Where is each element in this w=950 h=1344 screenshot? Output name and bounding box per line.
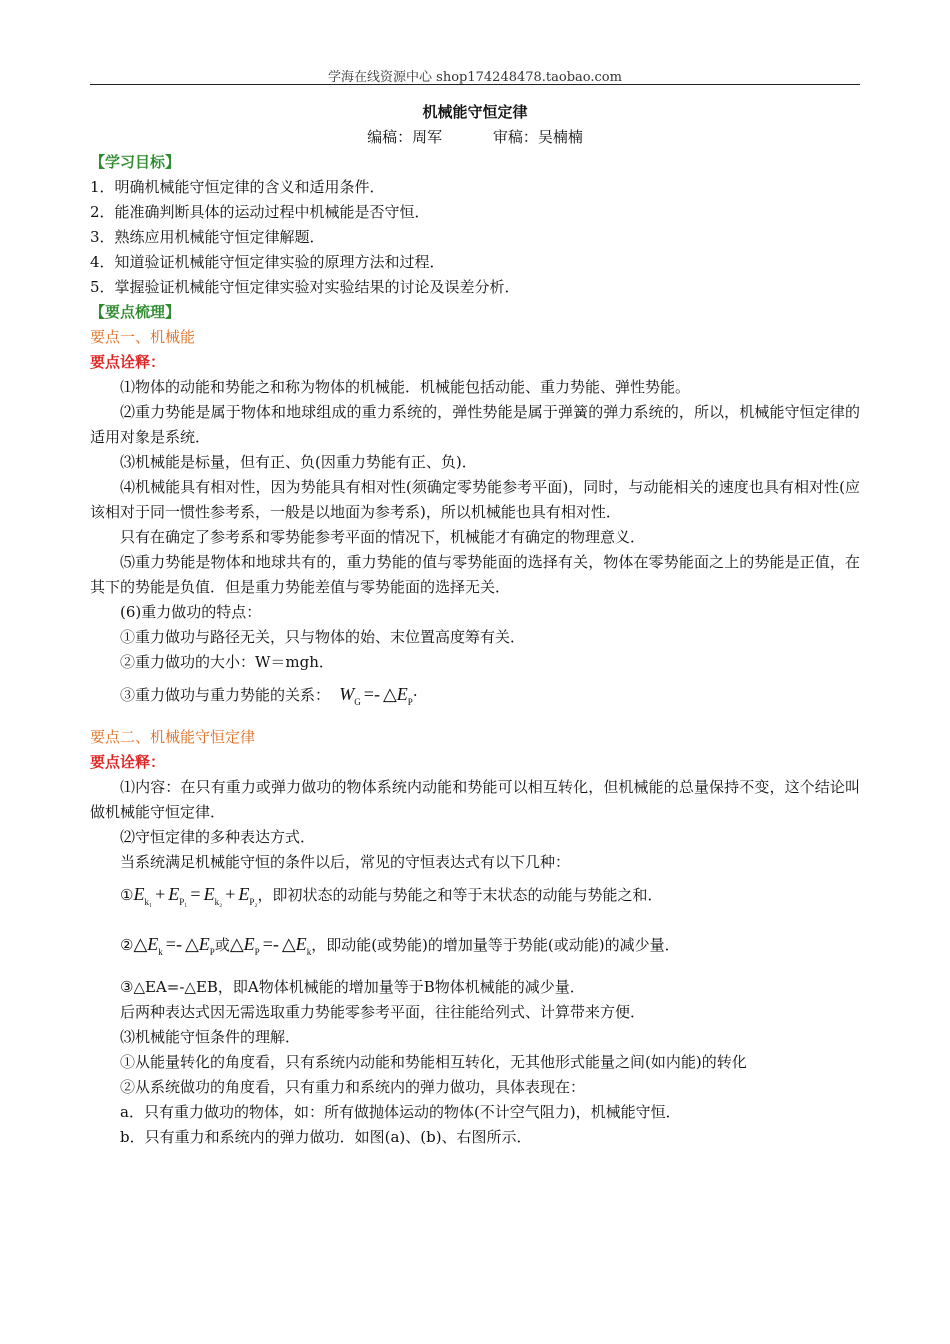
relation-label: ③重力做功与重力势能的关系： [120,686,331,704]
page-header: 学海在线资源中心 shop174248478.taobao.com [328,70,622,85]
paragraph: ⑴物体的动能和势能之和称为物体的机械能．机械能包括动能、重力势能、弹性势能。 [120,378,691,396]
paragraph: a．只有重力做功的物体，如：所有做抛体运动的物体(不计空气阻力)，机械能守恒． [120,1103,681,1121]
goal-item: 5．掌握验证机械能守恒定律实验对实验结果的讨论及误差分析． [90,278,520,296]
paragraph: ⑷机械能具有相对性，因为势能具有相对性(须确定零势能参考平面)，同时，与动能相关的速度也具有相对性(应该相对于同一惯性参考系，一般是以地面为参考系)，所以机械能也具有相对性． [90,478,860,521]
editor-credit: 编稿：周军 [367,128,443,146]
header-rule [90,84,860,85]
paragraph: ⑴内容：在只有重力或弹力做功的物体系统内动能和势能可以相互转化，但机械能的总量保持不变，这个结论叫做机械能守恒定律． [90,778,860,821]
key-point-2-title: 要点二、机械能守恒定律 [90,728,256,746]
formula-delta-ek: $\triangle E_k$ =- $\triangle E_P$ [133,934,215,957]
paragraph: ③△EA=-△EB，即A物体机械能的增加量等于B物体机械能的减少量． [120,978,585,996]
formula-delta-ep: $\triangle E_P$ =- $\triangle E_k$ [229,934,312,957]
formula-wg: $W_G$ =- $\triangle E_P$ [334,684,413,707]
authors-line [90,125,860,150]
paragraph: ①重力做功与路径无关，只与物体的始、末位置高度筹有关． [120,628,526,646]
paragraph: 只有在确定了参考系和零势能参考平面的情况下，机械能才有确定的物理意义． [120,528,646,546]
gravity-work-relation: ③重力做功与重力势能的关系： $W_G$ =- $\triangle E_P\cdot$ [120,684,418,707]
goal-item: 4．知道验证机械能守恒定律实验的原理方法和过程． [90,253,445,271]
outline-heading: 【要点梳理】 [90,303,181,321]
expression-1: $①E_{k_1} + E_{P_1} = E_{k_2} + E_{P_2}$，即初状态的动能与势能之和等于末状态的动能与势能之和． [120,884,663,907]
paragraph: ⑶机械能守恒条件的理解． [120,1028,301,1046]
reviewer-credit: 审稿：吴楠楠 [492,128,583,146]
page-title: 机械能守恒定律 [422,103,528,121]
paragraph: 后两种表达式因无需选取重力势能零参考平面，往往能给列式、计算带来方便． [120,1003,646,1021]
paragraph: b．只有重力和系统内的弹力做功．如图(a)、(b)、右图所示． [120,1128,532,1146]
goal-item: 2．能准确判断具体的运动过程中机械能是否守恒． [90,203,430,221]
paragraph: 当系统满足机械能守恒的条件以后，常见的守恒表达式有以下几种： [120,853,571,871]
document-body [90,100,860,1150]
expression-2: $②\triangle E_k$ =- $\triangle E_P$或$\triangle E_P$ =- $\triangle E_k$，即动能(或势能)的增加量等于势能(或动能)的减少量． [120,934,680,957]
paragraph: ⑵重力势能是属于物体和地球组成的重力系统的，弹性势能是属于弹簧的弹力系统的，所以，机械能守恒定律的适用对象是系统． [90,403,860,446]
paragraph: (6)重力做功的特点： [120,603,262,621]
paragraph: ⑶机械能是标量，但有正、负(因重力势能有正、负)． [120,453,477,471]
paragraph: ⑸重力势能是物体和地球共有的，重力势能的值与零势能面的选择有关，物体在零势能面之上的势能是正值，在其下的势能是负值．但是重力势能差值与零势能面的选择无关． [90,553,860,596]
goal-item: 1．明确机械能守恒定律的含义和适用条件． [90,178,385,196]
key-point-1-title: 要点一、机械能 [90,328,196,346]
paragraph: ⑵守恒定律的多种表达方式． [120,828,316,846]
paragraph: ①从能量转化的角度看，只有系统内动能和势能相互转化，无其他形式能量之间(如内能)的转化 [120,1053,747,1071]
formula-energy-sum: $E_{k_1} + E_{P_1} = E_{k_2} + E_{P_2}$ [133,884,258,907]
goals-heading: 【学习目标】 [90,153,181,171]
key-point-2-note: 要点诠释： [90,753,166,771]
paragraph: ②重力做功的大小：W＝mgh． [120,653,334,671]
goal-item: 3．熟练应用机械能守恒定律解题． [90,228,325,246]
key-point-1-note: 要点诠释： [90,353,166,371]
paragraph: ②从系统做功的角度看，只有重力和系统内的弹力做功，具体表现在： [120,1078,586,1096]
